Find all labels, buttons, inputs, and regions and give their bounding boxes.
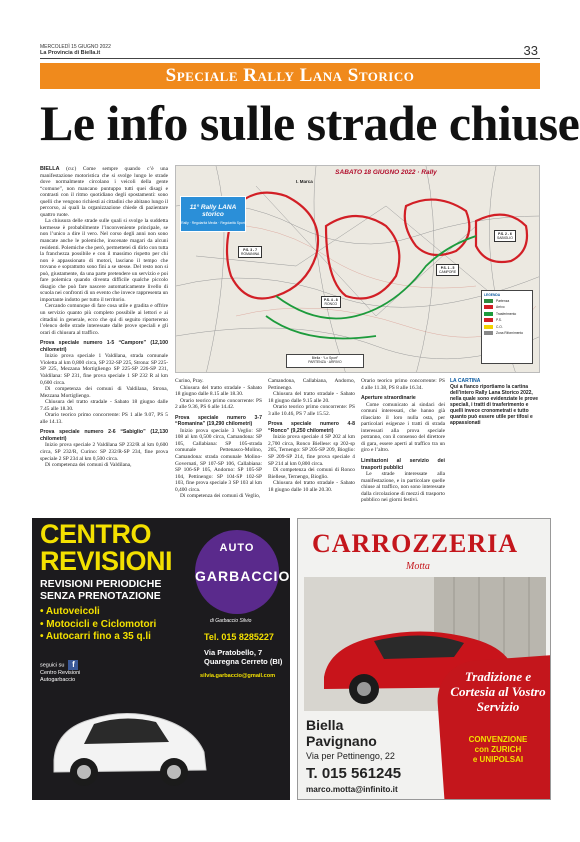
- article-paragraph: Chiusura del tratto stradale - Sabato 18 giugno dalle 10 alle 20.30.: [268, 480, 355, 493]
- stage-name: ROMANINA: [241, 252, 260, 256]
- ad-address: [204, 648, 286, 666]
- parco-line: Biella · “Lo Sport”: [311, 356, 339, 360]
- legend-label: C.O.: [496, 324, 503, 329]
- section-title: Limitazioni al servizio dei trasporti pubblici: [361, 458, 445, 471]
- ad-city: [306, 717, 377, 749]
- logo-text-main: GARBACCIO: [195, 568, 290, 584]
- ad-social-name: Autogarbaccio: [40, 677, 76, 683]
- ad-convention-line: CONVENZIONE: [468, 735, 528, 744]
- article-paragraph: Inizio prova speciale 2 Valdilana SP 232/R al km 0,600 circa, SP 232/R, Curino: SP 232/R-SP 234, fine prova speciale 2 SP 234 al km 0,500 circa.: [40, 442, 168, 462]
- stage-code: P.S. 4 - 8: [324, 298, 338, 302]
- article-paragraph: Chiusura del tratto stradale - Sabato 18 giugno dalle 7.45 alle 18.30.: [40, 399, 168, 412]
- ad-city-line: Biella: [306, 717, 344, 733]
- ad-address-line: Via Pratobello, 7: [204, 648, 263, 657]
- stage-label-ps3: [238, 246, 262, 258]
- dateline: BIELLA: [40, 166, 60, 172]
- legend-item: [484, 318, 530, 322]
- ad-bullets: [40, 606, 156, 644]
- issue-date: MERCOLEDÌ 15 GIUGNO 2022: [40, 44, 111, 50]
- section-title: Prova speciale numero 2-6 “Sabiglio” (12,130 chilometri): [40, 429, 168, 442]
- article-paragraph: Di competenza dei comuni di Valdilana, Strona, Mezzana Mortigliengo.: [40, 386, 168, 399]
- facebook-icon: f: [68, 660, 78, 670]
- legend-label: P.S.: [496, 318, 502, 323]
- ad-slogan: Tradizione e Cortesia al Vostro Servizio: [450, 669, 546, 714]
- legend-item: [484, 312, 530, 316]
- ad-title-line: REVISIONI: [40, 546, 173, 576]
- article-paragraph: Orario teorico primo concorrente: PS 1 alle 9.07, PS 5 alle 14.13.: [40, 412, 168, 425]
- ad-email: silvia.garbaccio@gmail.com: [200, 673, 276, 679]
- stage-code: P.S. 1 - 5: [440, 266, 455, 270]
- white-car-image: [44, 690, 214, 794]
- legend-label: Arrivo: [496, 305, 505, 310]
- legend-swatch: [484, 312, 493, 316]
- legend-swatch: [484, 318, 493, 322]
- stage-name: SABIGLIO: [497, 236, 513, 240]
- article-paragraph: Camandona, Callabiana, Andorno, Pettinengo.: [268, 378, 355, 391]
- rally-logo-subtitle: Rally · Regolarità Media · Regolarità Sport: [181, 221, 245, 225]
- legend-label: Zona Rifornimento: [496, 330, 524, 335]
- ad-street: Via per Pettinengo, 22: [306, 751, 395, 761]
- ad-owner: di Garbaccio Silvio: [210, 618, 252, 624]
- auto-garbaccio-logo: [195, 530, 290, 614]
- caption-text: Qui a fianco riportiamo la cartina dell’intero Rally Lana Storico 2022, nella quale sono evidenziate le prove speciali, i tratti di trasferimento e quelli invece cronometrati e tutto quanto può essere utile per tifosi e appassionati: [450, 384, 539, 426]
- article-column-2: [175, 378, 262, 500]
- map-town-label: I. Marca: [296, 179, 313, 184]
- map-legend: [481, 290, 533, 364]
- ad-title: CARROZZERIA: [312, 529, 519, 558]
- ad-subtitle-line: SENZA PRENOTAZIONE: [40, 590, 161, 602]
- map-title: SABATO 18 GIUGNO 2022 · Rally: [335, 169, 437, 176]
- legend-swatch: [484, 299, 493, 303]
- legend-swatch: [484, 305, 493, 309]
- ad-city-line: Pavignano: [306, 733, 377, 749]
- legend-item: [484, 325, 530, 329]
- article-paragraph: Curino, Pray.: [175, 378, 204, 384]
- dateline-mark: (cu:): [66, 166, 77, 172]
- article-paragraph: Le strade interessate alla manifestazione, e in particolare quelle chiuse al traffico, non sono interessate dalla circolazione di mezzi di trasporto pubblico nei giorni festivi.: [361, 471, 445, 504]
- article-paragraph: Chiusura del tratto stradale - Sabato 18 giugno dalle 9.15 alle 20.: [268, 391, 355, 404]
- article-paragraph: Orario teorico primo concorrente: PS 2 alle 9.36, PS 6 alle 14.42.: [175, 397, 262, 411]
- stage-name: RONCO: [324, 302, 338, 306]
- ad-convention-line: con ZURICH: [474, 745, 522, 754]
- logo-text-top: AUTO: [219, 542, 255, 554]
- newspaper-name: La Provincia di Biella.it: [40, 50, 101, 56]
- ad-social: [40, 660, 80, 684]
- article-paragraph: Orario teorico primo concorrente: PS 4 alle 11.38, PS 8 alle 16.34.: [361, 378, 445, 391]
- legend-item: [484, 331, 530, 335]
- ad-carrozzeria-motta: [297, 518, 551, 800]
- article-paragraph: Come sempre quando c’è una manifestazione motoristica che si svolge lungo le strade dove normalmente circolano i veicoli della gente “comune”, non mancano puntuppo tutti quei disagi e contrasti con il ritmo quotidiano degli spostamenti: sono quelli che vengono richiesti ai cittadini che abitano lungo il percorso, ai quali la organizzazione chiede di pazientare quattro ruote.: [40, 166, 168, 218]
- ad-subtitle: [40, 578, 161, 602]
- legend-item: [484, 299, 530, 303]
- map-caption: [450, 378, 540, 426]
- section-title: Aperture straordinarie: [361, 395, 416, 402]
- legend-label: Partenza: [496, 299, 510, 303]
- parco-line: PARTENZA · ARRIVO: [308, 360, 342, 364]
- stage-code: P.S. 2 - 6: [498, 232, 512, 236]
- ad-phone: T. 015 561245: [306, 765, 402, 782]
- article-paragraph: La chiusura delle strade sulle quali si svolge la suddetta kermesse è probabilmente l’inconveniente principale, se non l’unico a dire il vero. Nel corso degli anni non sono mancate anche le polemiche, inscenate magari da alcuni residenti. Polemiche che però, permettetei di dirlo con tutta la franchezza possibile e con il massimo rispetto per chi non è appassionato di motori, lasciano il tempo che trovano e soprattutto sono fini a se stesse. Del resto non si può, giustamente, da una parte pretendere un servizio e poi fare polemica quando diventa difficile qualche piccolo disagio che può fare nascere automaticamente livello di scuola nei confronti di un evento che invece rappresenta un importante indotto per tutto il territorio.: [40, 218, 168, 303]
- page-header: [40, 44, 111, 56]
- ad-convention: [448, 735, 548, 765]
- ad-follow-label: seguici su: [40, 662, 65, 669]
- rally-map: [175, 165, 540, 373]
- ad-bullet: • Motocicli e Ciclomotori: [40, 618, 157, 630]
- section-title: Prova speciale numero 1-5 “Campore” (12,100 chilometri): [40, 340, 168, 353]
- stage-label-ps4: [321, 296, 341, 308]
- section-banner-label: Speciale Rally Lana Storico: [165, 65, 415, 86]
- stage-label-ps1: [436, 264, 459, 276]
- article-column-3: [268, 378, 355, 493]
- headline: Le info sulle strade chiuse: [40, 95, 580, 151]
- article-lead: [40, 166, 168, 218]
- article-paragraph: Come comunicato ai sindaci dei comuni interessati, che hanno già rilasciato il loro nulla osta, per particolari esigenze i tratti di strada interessati alla prova speciale potranno, con il consenso del direttore di gara, essere aperti al traffico tra un giro e l’altro.: [361, 401, 445, 454]
- rally-logo: [180, 196, 246, 232]
- article-column-4: [361, 378, 445, 504]
- legend-title: LEGENDA: [484, 293, 501, 297]
- ad-social-name: Centro Revisioni: [40, 670, 81, 676]
- article-paragraph: Inizio prova speciale 3 Veglio: SP 108 al km 0,500 circa, Camandona: SP 105, Callabiana: SP 105-strada comunale Pettenasco-Molino, Camandona: strada comunale Molino-Governati, SP 107-SP 106, Callabiana: SP 106-SP 105, Andorno: SP 105-SP 104, Pettinengo: SP 104-SP 102-SP 103, fine prova speciale 3 SP 103 al km 0,400 circa.: [175, 427, 262, 493]
- legend-label: Trasferimento: [496, 311, 517, 316]
- legend-item: [484, 305, 530, 309]
- parco-assistenza-box: [286, 354, 364, 368]
- ad-subtitle-line: REVISIONI PERIODICHE: [40, 578, 162, 590]
- legend-swatch: [484, 325, 493, 329]
- ad-bullet: • Autoveicoli: [40, 606, 100, 617]
- article-paragraph: Di competenza dei comuni di Ronco Biellese, Ternengo, Bioglio.: [268, 467, 355, 480]
- stage-label-ps2: [494, 230, 516, 242]
- header-rule: [40, 58, 540, 59]
- stage-name: CAMPORE: [439, 270, 457, 274]
- ad-brand-name: Motta: [406, 561, 430, 572]
- page-number: 33: [523, 43, 538, 58]
- ad-centro-revisioni: [32, 518, 290, 800]
- section-title: Prova speciale numero 3-7 “Romanina” (19,290 chilometri): [175, 414, 262, 428]
- article-paragraph: Inizio prova speciale 1 Valdilana, strada comunale Violetta al km 0,800 circa, SP 232-SP 225, Strona: SP 225-SP 225, Mezzana Mortigliengo SP 225-SP 226-SP 231, Valdilana: SP 231, fine prova speciale 1 SP 232 R al km 0,600 circa.: [40, 353, 168, 386]
- legend-swatch: [484, 331, 493, 335]
- rally-logo-title: 11° Rally LANA storico: [189, 204, 237, 218]
- ad-convention-line: e UNIPOLSAI: [472, 755, 524, 764]
- stage-code: P.S. 3 - 7: [243, 248, 257, 252]
- article-paragraph: Inizio prova speciale 4 SP 202 al km 2,700 circa, Ronco Biellese: sp 202-sp 205, Ternengo: SP 205-SP 209, Bioglio: SP 209-SP 214, fine prova speciale 4 SP 214 al km 0,800 circa.: [268, 434, 355, 467]
- caption-head: LA CARTINA: [450, 378, 481, 384]
- ad-phone: Tel. 015 8285227: [204, 632, 274, 642]
- ad-bullet: • Autocarri fino a 35 q.li: [40, 631, 151, 642]
- article-paragraph: Orario teorico primo concorrente: PS 3 alle 10.46, PS 7 alle 15.52.: [268, 404, 355, 417]
- ad-title: [40, 521, 172, 575]
- ad-email: marco.motta@infinito.it: [306, 785, 398, 794]
- ad-title-line: CENTRO: [40, 519, 151, 549]
- article-column-1: [40, 166, 168, 469]
- article-paragraph: Cercando comunque di fare cosa utile e gradita e offrire un servizio quanto più completo possibile ai lettori e ai cittadini in generale, ecco che qui di seguito riporteremo l’elenco delle strade interessate dalle prove speciali e gli orari di chiusura al traffico.: [40, 303, 168, 336]
- article-paragraph: Di competenza dei comuni di Valdilana,: [45, 462, 132, 469]
- article-paragraph: Chiusura del tratto stradale - Sabato 18 giugno dalle 8.15 alle 18.30.: [175, 384, 262, 398]
- section-title: Prova speciale numero 4-8 “Ronco” (9,250 chilometri): [268, 421, 355, 434]
- section-banner: [40, 63, 540, 89]
- article-paragraph: Di competenza dei comuni di Veglio,: [180, 493, 261, 500]
- ad-address-line: Quaregna Cerreto (BI): [204, 657, 283, 666]
